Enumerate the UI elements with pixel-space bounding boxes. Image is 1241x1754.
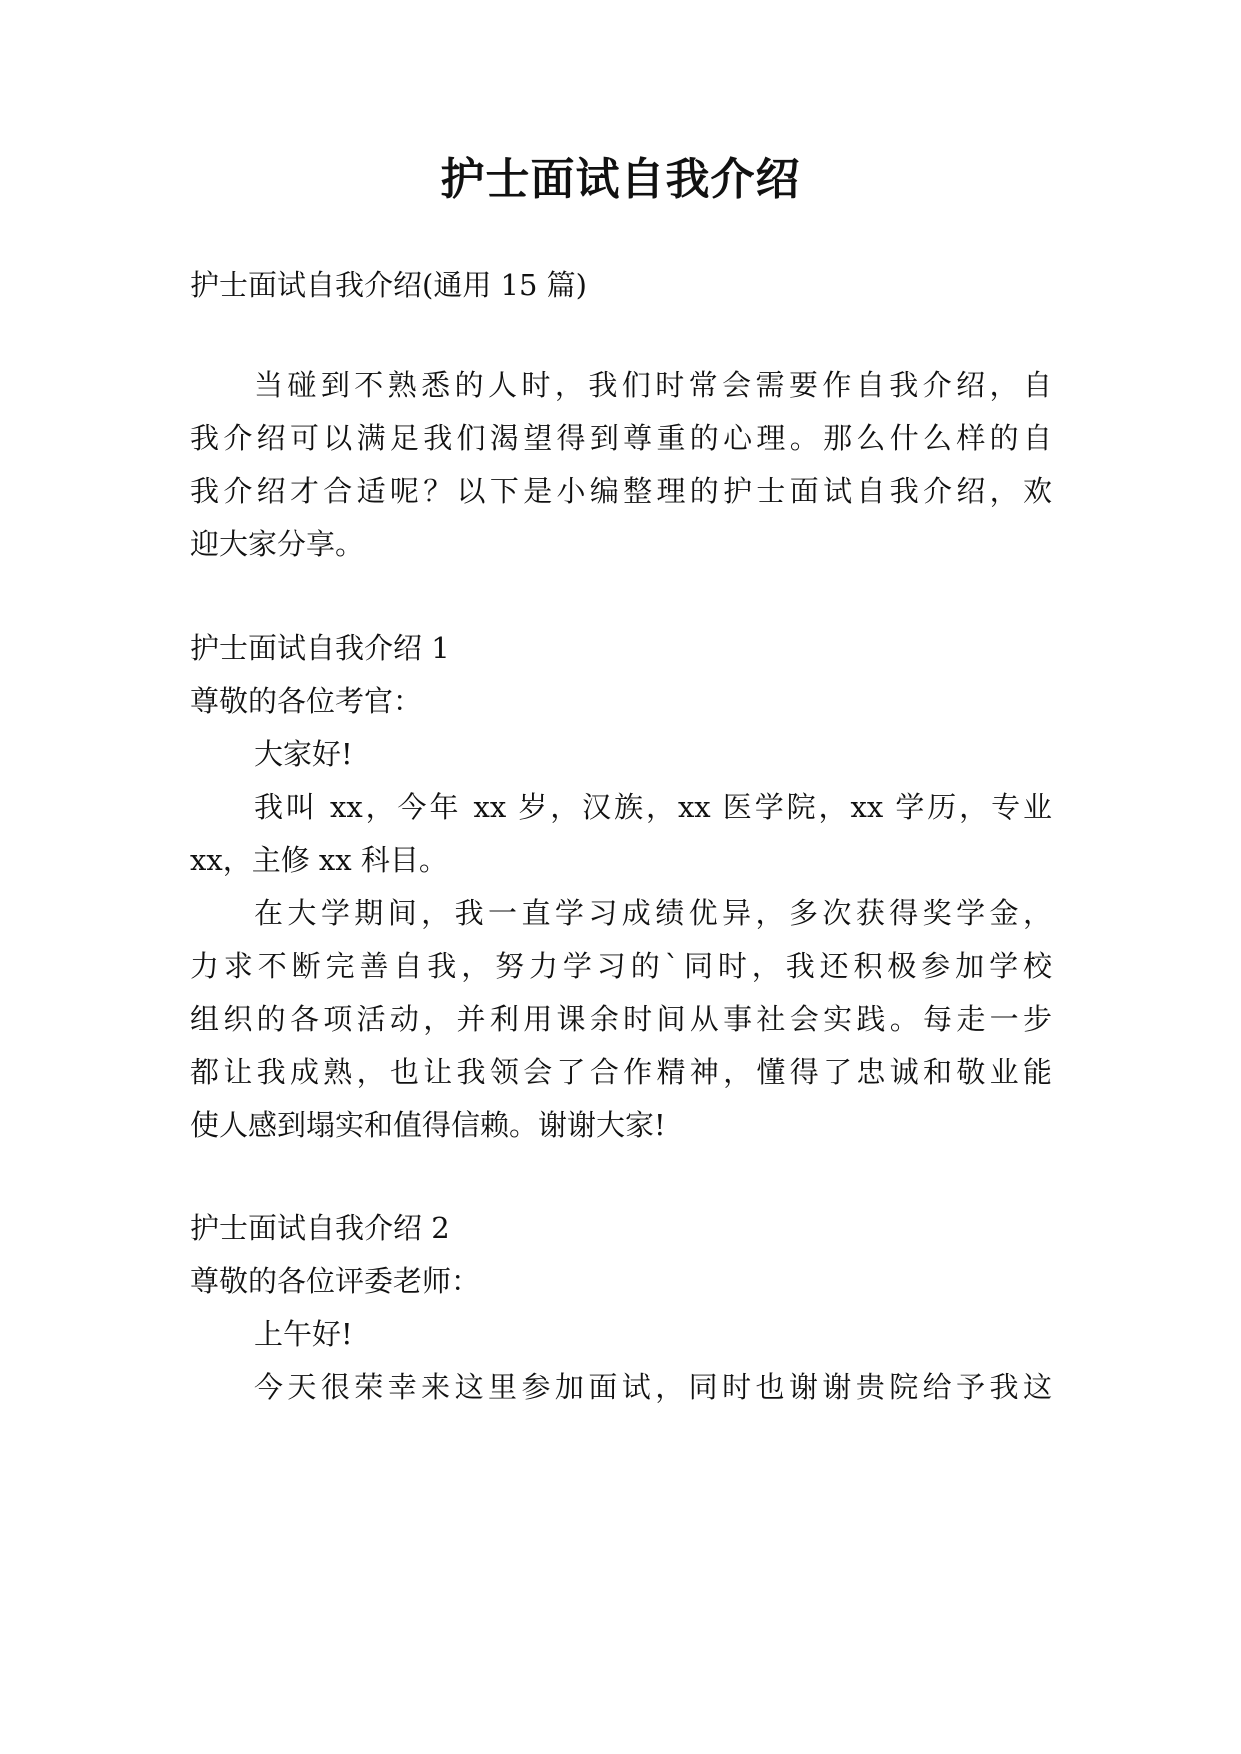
section1-salutation: 尊敬的各位考官： — [190, 684, 423, 718]
section2-line-1: 今天很荣幸来这里参加面试，同时也谢谢贵院给予我这 — [254, 1370, 1052, 1404]
intro-line-1: 当碰到不熟悉的人时，我们时常会需要作自我介绍，自 — [254, 368, 1052, 402]
section1-line-2: xx，主修 xx 科目。 — [190, 843, 448, 877]
section1-line-7: 使人感到塌实和值得信赖。谢谢大家! — [190, 1108, 666, 1142]
section1-line-6: 都让我成熟，也让我领会了合作精神，懂得了忠诚和敬业能 — [190, 1055, 1052, 1089]
intro-line-4: 迎大家分享。 — [190, 527, 365, 561]
document-subtitle: 护士面试自我介绍(通用 15 篇) — [190, 268, 587, 302]
intro-line-3: 我介绍才合适呢？以下是小编整理的护士面试自我介绍，欢 — [190, 474, 1052, 508]
section1-line-1: 我叫 xx，今年 xx 岁，汉族，xx 医学院，xx 学历，专业 — [254, 790, 1052, 824]
section2-greeting: 上午好! — [254, 1317, 353, 1351]
section2-salutation: 尊敬的各位评委老师： — [190, 1264, 481, 1298]
section1-greeting: 大家好! — [254, 737, 353, 771]
document-title: 护士面试自我介绍 — [440, 154, 801, 205]
section1-line-3: 在大学期间，我一直学习成绩优异，多次获得奖学金， — [254, 896, 1052, 930]
section1-heading: 护士面试自我介绍 1 — [190, 631, 450, 665]
section2-heading: 护士面试自我介绍 2 — [190, 1211, 450, 1245]
section1-line-5: 组织的各项活动，并利用课余时间从事社会实践。每走一步 — [190, 1002, 1052, 1036]
section1-line-4: 力求不断完善自我，努力学习的`同时，我还积极参加学校 — [190, 949, 1052, 983]
intro-line-2: 我介绍可以满足我们渴望得到尊重的心理。那么什么样的自 — [190, 421, 1052, 455]
